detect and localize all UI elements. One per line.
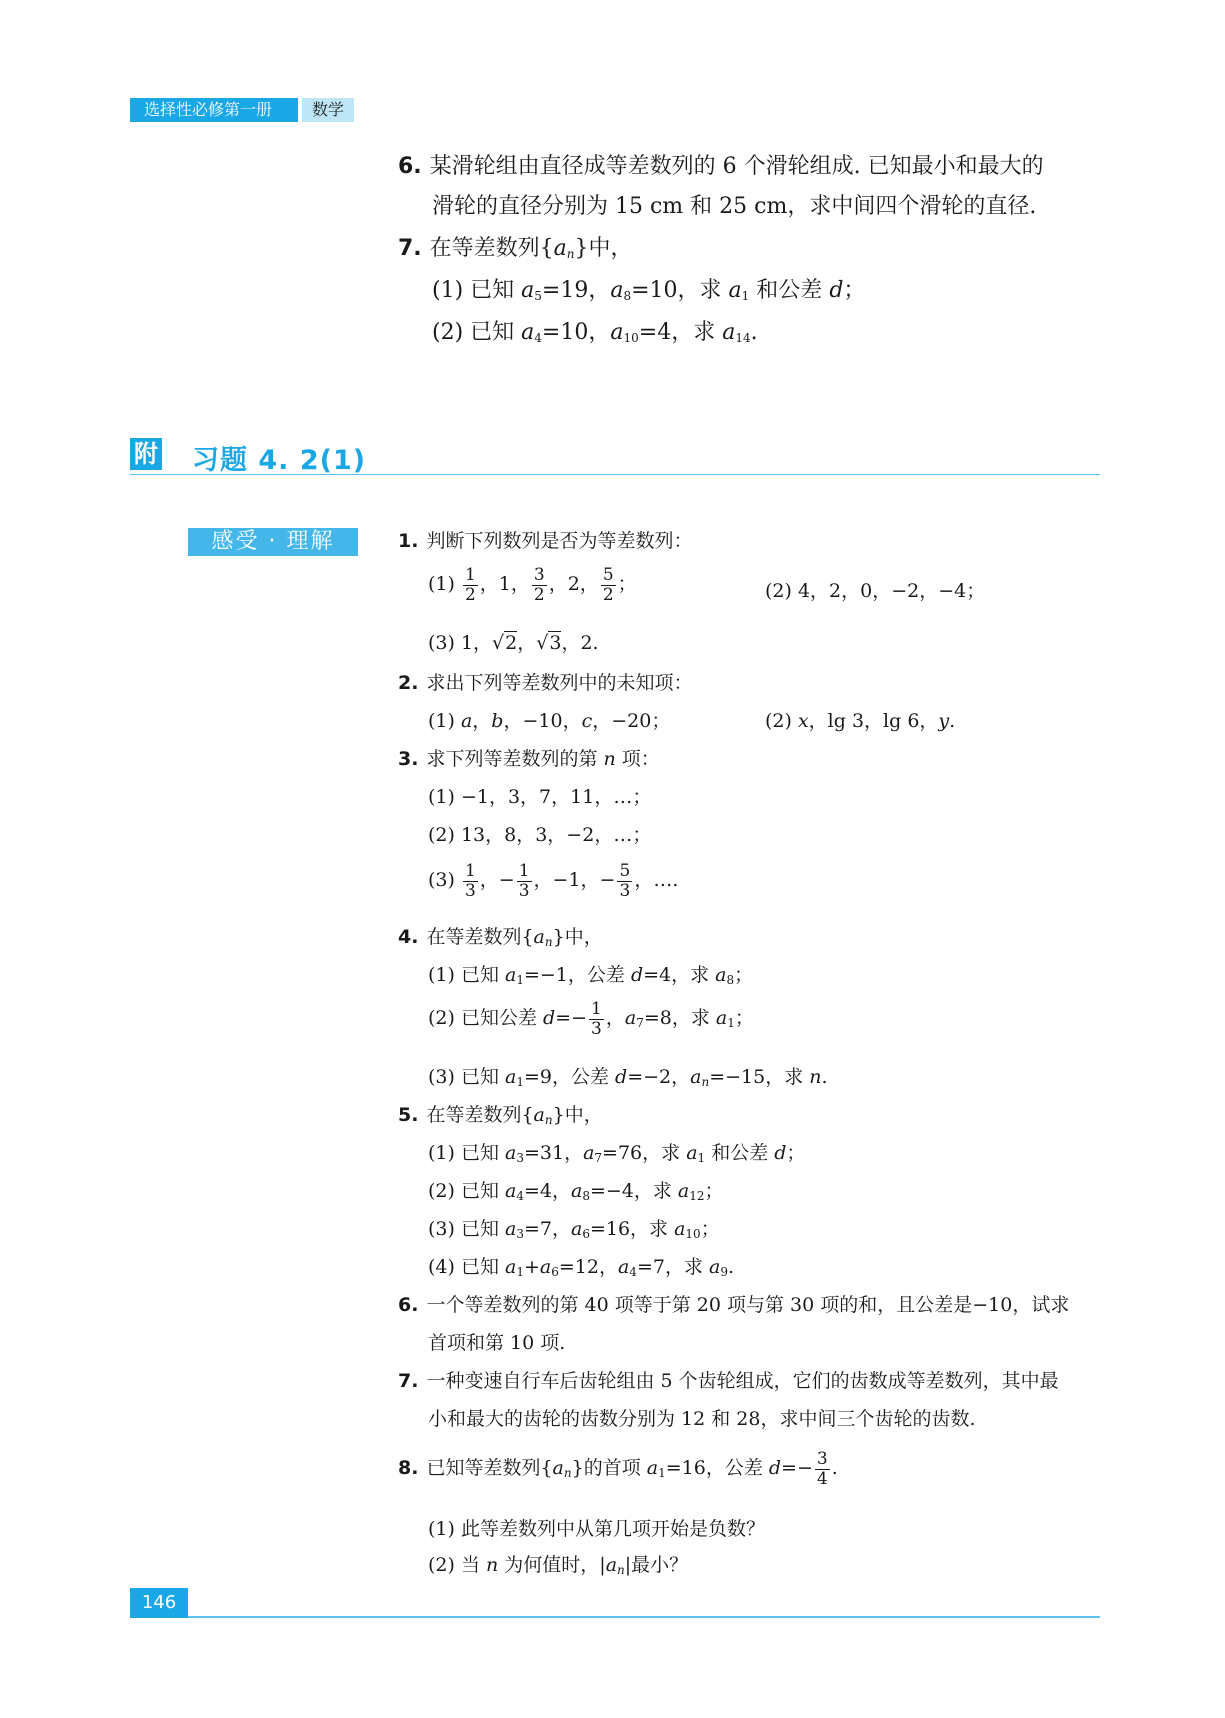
question-6-line2: 首项和第 10 项.	[428, 1332, 566, 1354]
question-4-part2: (2) 已知公差 d=− $\frac{1}{3}$ ，$a_7=8$，求 $a_1$；	[428, 999, 754, 1039]
question-4: 4. 在等差数列$\{a_n\}$中，	[398, 926, 603, 949]
question-1-part2: (2) 4，2，0，−2，−4；	[765, 580, 986, 602]
question-3: 3. 求下列等差数列的第 n 项：	[398, 748, 660, 770]
question-8: 8. 已知等差数列$\{a_n\}$的首项 $a_1=16$，公差 d=− $\frac{3}{4}$ .	[398, 1449, 838, 1489]
prev-exercise-6-line2: 滑轮的直径分别为 15 cm 和 25 cm，求中间四个滑轮的直径.	[432, 194, 1037, 219]
question-1-part1: (1) $\frac{1}{2}$ ，1， $\frac{3}{2}$ ，2， $\frac{5}{2}$ ；	[428, 565, 637, 605]
category-tag: 感受 · 理解	[188, 528, 358, 556]
prev-exercise-7-part2: (2) 已知 $a_4=10$，$a_{10}=4$，求 $a_{14}$.	[432, 320, 758, 345]
question-8-part1: (1) 此等差数列中从第几项开始是负数？	[428, 1518, 765, 1540]
section-title: 习题 4. 2(1)	[192, 445, 367, 476]
question-5-part1: (1) 已知 $a_3=31$，$a_7=76$，求 $a_1$ 和公差 d；	[428, 1142, 806, 1165]
book-title: 选择性必修第一册	[130, 98, 298, 122]
question-4-part1: (1) 已知 $a_1=-1$，公差 d=4，求 $a_8$；	[428, 964, 754, 987]
question-6: 6. 一个等差数列的第 40 项等于第 20 项与第 30 项的和，且公差是−10，试求	[398, 1294, 1070, 1316]
question-7: 7. 一种变速自行车后齿轮组由 5 个齿轮组成，它们的齿数成等差数列，其中最	[398, 1370, 1059, 1392]
exercise-number: 6.	[398, 154, 422, 179]
question-4-part3: (3) 已知 $a_1=9$，公差 d=−2，$a_n=-15$，求 n.	[428, 1066, 828, 1089]
question-3-part1: (1) −1，3，7，11，…；	[428, 786, 652, 808]
prev-exercise-7-part1: (1) 已知 $a_5=19$，$a_8=10$，求 $a_1$ 和公差 d；	[432, 278, 866, 303]
question-2: 2. 求出下列等差数列中的未知项：	[398, 672, 693, 694]
page-number: 146	[130, 1588, 188, 1618]
question-1-part3: (3) 1，√2，√3，2.	[428, 632, 599, 654]
prev-exercise-7: 7. 在等差数列$\{a_n\}$中，	[398, 236, 633, 261]
question-5-part3: (3) 已知 $a_3=7$，$a_6=16$，求 $a_{10}$；	[428, 1218, 720, 1241]
question-1: 1. 判断下列数列是否为等差数列：	[398, 530, 693, 552]
question-5-part4: (4) 已知 $a_1+a_6=12$，$a_4=7$，求 $a_9$.	[428, 1256, 735, 1279]
question-5-part2: (2) 已知 $a_4=4$，$a_8=-4$，求 $a_{12}$；	[428, 1180, 724, 1203]
running-header	[130, 98, 354, 122]
section-heading	[130, 436, 1100, 475]
exercise-number: 7.	[398, 236, 422, 261]
question-3-part3: (3) $\frac{1}{3}$ ，− $\frac{1}{3}$ ，−1，− $\frac{5}{3}$ ，….	[428, 861, 679, 901]
footer-rule	[188, 1616, 1100, 1618]
appendix-mark: 附	[130, 438, 162, 470]
question-7-line2: 小和最大的齿轮的齿数分别为 12 和 28，求中间三个齿轮的齿数.	[428, 1408, 976, 1430]
question-3-part2: (2) 13，8，3，−2，…；	[428, 824, 652, 846]
question-2-part2: (2) x，lg 3，lg 6，y.	[765, 710, 956, 732]
question-5: 5. 在等差数列$\{a_n\}$中，	[398, 1104, 603, 1127]
question-8-part2: (2) 当 n 为何值时，$|a_n|$最小？	[428, 1554, 689, 1577]
prev-exercise-6: 6. 某滑轮组由直径成等差数列的 6 个滑轮组成. 已知最小和最大的	[398, 154, 1044, 179]
question-2-part1: (1) a，b，−10，c，−20；	[428, 710, 671, 732]
subject-label: 数学	[302, 98, 354, 122]
